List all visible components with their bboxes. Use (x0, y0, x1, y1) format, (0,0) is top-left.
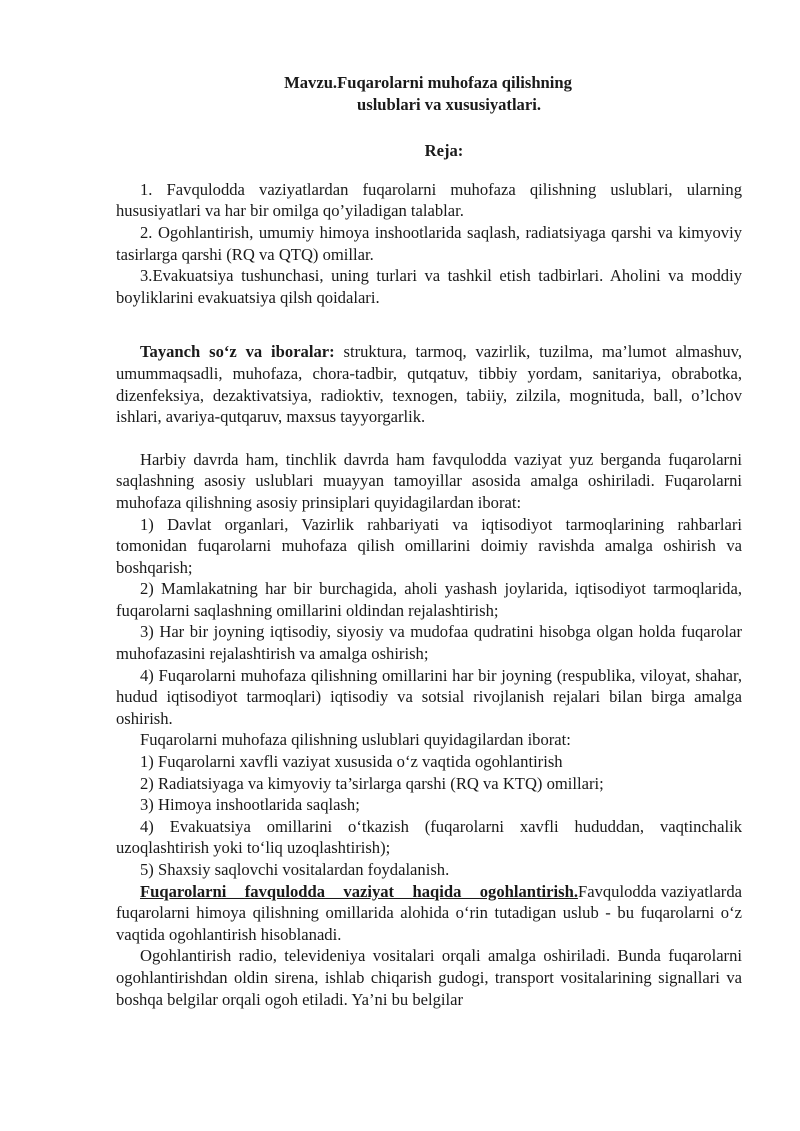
plan-list (116, 179, 742, 309)
plan-item: 1. Favqulodda vaziyatlardan fuqarolarni muhofaza qilishning uslublari, ularning hususiyatlari va har bir omilga qo’yiladigan talablar. (116, 179, 742, 221)
plan-item: 3.Evakuatsiya tushunchasi, uning turlari va tashkil etish tadbirlari. Aholini va moddiy boyliklarini evakuatsiya qilsh qoidalari. (116, 266, 742, 307)
body-paragraph: Harbiy davrda ham, tinchlik davrda ham favqulodda vaziyat yuz berganda fuqarolarni saqlashning asosiy uslublari muayyan tamoyillar asosida amalga oshiriladi. Fuqarolarni muhofaza qilishning asosiy prinsiplari quyidagilardan iborat: (116, 449, 742, 512)
body-paragraph: 2) Mamlakatning har bir burchagida, aholi yashash joylarida, iqtisodiyot tarmoqlarida, fuqarolarni saqlashning omillarini oldindan rejalashtirish; (116, 579, 742, 620)
body-paragraph: Fuqarolarni muhofaza qilishning uslublari quyidagilardan iborat: (140, 730, 571, 750)
warning-text: Favqulodda vaziyatlarda fuqarolarni himoya qilishning omillarida alohida o‘rin tutadigan uslub - bu fuqarolarni o‘z vaqtida ogohlantirish hisoblanadi. (116, 881, 742, 944)
body-paragraph: 4) Fuqarolarni muhofaza qilishning omillarini har bir joyning (respublika, viloyat, shahar, hudud iqtisodiyot tarmoqlari) iqtisodiy va sotsial rivojlanish rejalari bilan birga amalga oshirish. (116, 665, 742, 728)
body-paragraph: 5) Shaxsiy saqlovchi vositalardan foydalanish. (140, 860, 450, 879)
body-paragraph: 3) Himoya inshootlarida saqlash; (140, 795, 360, 815)
plan-item: 2. Ogohlantirish, umumiy himoya inshootlarida saqlash, radiatsiyaga qarshi va kimyoviy tasirlarga qarshi (RQ va QTQ) omillar. (116, 222, 742, 264)
plan-heading: Reja: (424, 141, 464, 161)
body-paragraph: 2) Radiatsiyaga va kimyoviy ta’sirlarga qarshi (RQ va KTQ) omillari; (140, 773, 604, 793)
body-paragraph: 3) Har bir joyning iqtisodiy, siyosiy va mudofaa qudratini hisobga olgan holda fuqarolar muhofazasini rejalashtirish va amalga oshirish; (116, 622, 742, 664)
title-line-1: Mavzu.Fuqarolarni muhofaza qilishning (284, 73, 572, 92)
body-paragraph: 1) Davlat organlari, Vazirlik rahbariyati va iqtisodiyot tarmoqlarining rahbarlari tomonidan fuqarolarni muhofaza qilish omillarini doimiy ravishda amalga oshirish va boshqarish; (116, 514, 742, 577)
last-paragraph: Ogohlantirish radio, televideniya vositalari orqali amalga oshiriladi. Bunda fuqarolarni ogohlantirishdan oldin sirena, ishlab chiqarish gudogi, transport vositalarining signallari va boshqa belgilar orqali ogoh etiladi. Ya’ni bu belgilar (116, 946, 742, 1009)
document-title (116, 72, 742, 115)
warning-paragraph (116, 881, 742, 946)
document-page (116, 72, 742, 1010)
title-line-2: uslublari va xususiyatlari. (357, 94, 541, 114)
keywords-label: Tayanch so‘z va iboralar: (140, 342, 335, 362)
body-text (116, 449, 742, 881)
body-paragraph: 1) Fuqarolarni xavfli vaziyat xususida o‘z vaqtida ogohlantirish (140, 752, 563, 772)
body-paragraph: 4) Evakuatsiya omillarini o‘tkazish (fuqarolarni xavfli hududdan, vaqtinchalik uzoqlashtirish yoki to‘liq uzoqlashtirish); (116, 816, 742, 858)
keywords-text: struktura, tarmoq, vazirlik, tuzilma, ma’lumot almashuv, umummaqsadli, muhofaza, chora-tadbir, qutqatuv, tibbiy yordam, sanitariya, obrabotka, dizenfeksiya, dezaktivatsiya, radioktiv, texnogen, tabiiy, zilzila, mognituda, ball, o’lchov ishlari, avariya-qutqaruv, maxsus tayyorgarlik. (116, 342, 742, 427)
warning-heading: Fuqarolarni favqulodda vaziyat haqida ogohlantirish. (140, 881, 578, 901)
keywords-paragraph (116, 341, 742, 427)
